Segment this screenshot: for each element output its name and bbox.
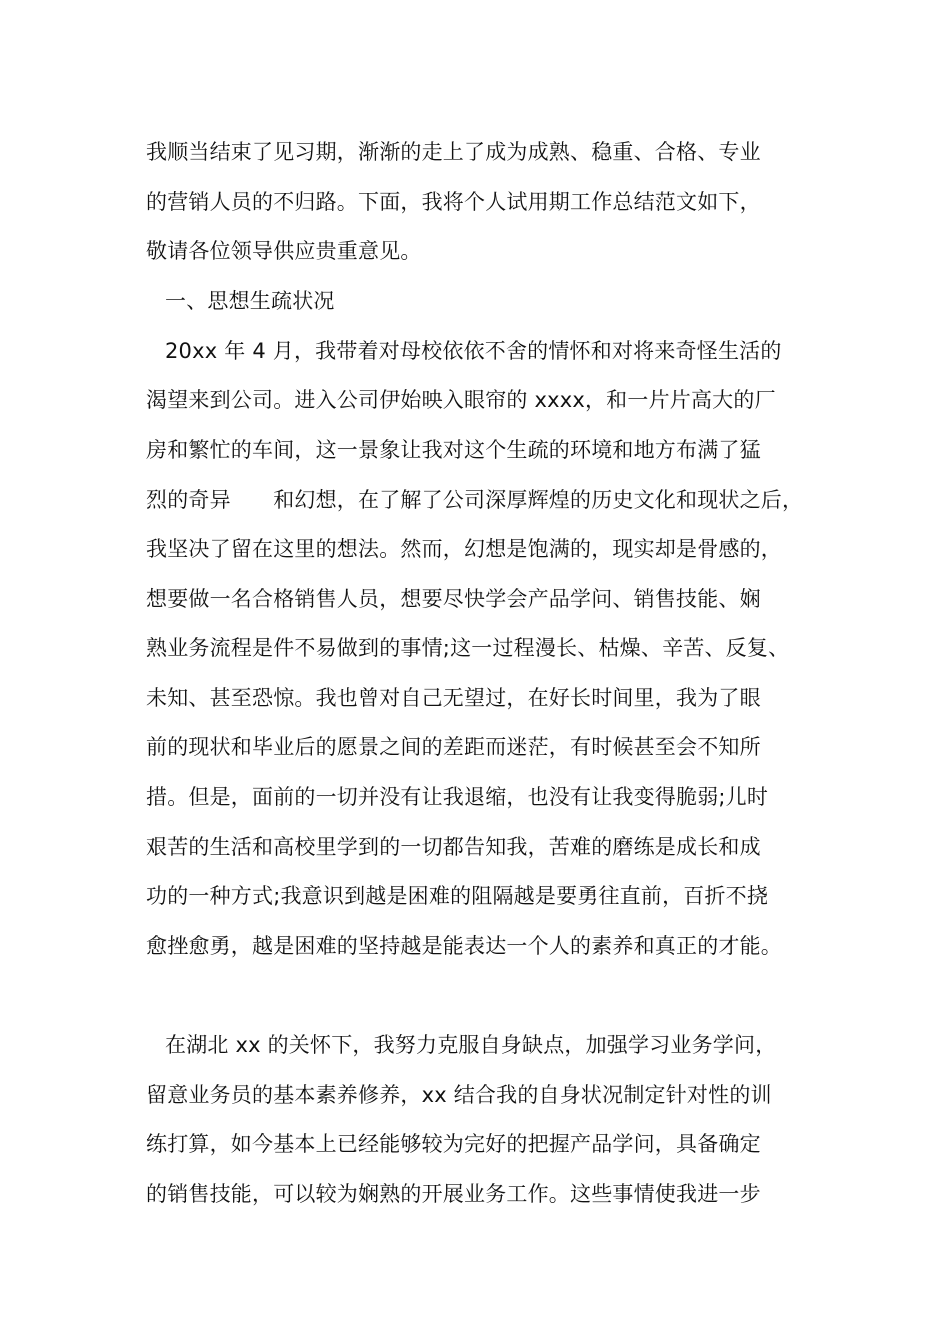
- paragraph-line: 房和繁忙的车间，这一景象让我对这个生疏的环境和地方布满了猛: [146, 438, 761, 462]
- paragraph-line: 在湖北 xx 的关怀下，我努力克服自身缺点，加强学习业务学问，: [165, 1033, 777, 1057]
- paragraph-line: 敬请各位领导供应贵重意见。: [146, 239, 422, 263]
- paragraph-line: 的营销人员的不归路。下面，我将个人试用期工作总结范文如下，: [146, 190, 761, 214]
- paragraph-line: 渴望来到公司。进入公司伊始映入眼帘的 xxxx，和一片片高大的厂: [146, 388, 776, 412]
- section-heading: 一、思想生疏状况: [165, 289, 335, 313]
- paragraph-line: 我坚决了留在这里的想法。然而，幻想是饱满的，现实却是骨感的，: [146, 537, 782, 561]
- paragraph-line: 艰苦的生活和高校里学到的一切都告知我，苦难的磨练是成长和成: [146, 835, 761, 859]
- paragraph-line: 想要做一名合格销售人员，想要尽快学会产品学问、销售技能、娴: [146, 587, 761, 611]
- paragraph-line: 措。但是，面前的一切并没有让我退缩，也没有让我变得脆弱;儿时: [146, 785, 769, 809]
- paragraph-line: 功的一种方式;我意识到越是困难的阻隔越是要勇往直前，百折不挠: [146, 884, 769, 908]
- paragraph-line: 20xx 年 4 月，我带着对母校依依不舍的情怀和对将来奇怪生活的: [165, 339, 782, 363]
- paragraph-line: 未知、甚至恐惊。我也曾对自己无望过，在好长时间里，我为了眼: [146, 686, 761, 710]
- paragraph-line: 练打算，如今基本上已经能够较为完好的把握产品学问，具备确定: [146, 1132, 761, 1156]
- paragraph-line: 我顺当结束了见习期，渐渐的走上了成为成熟、稳重、合格、专业: [146, 140, 761, 164]
- paragraph-line: 的销售技能，可以较为娴熟的开展业务工作。这些事情使我进一步: [146, 1182, 761, 1206]
- paragraph-line: 烈的奇异 和幻想，在了解了公司深厚辉煌的历史文化和现状之后，: [146, 488, 804, 512]
- paragraph-line: 前的现状和毕业后的愿景之间的差距而迷茫，有时候甚至会不知所: [146, 735, 761, 759]
- paragraph-line: 熟业务流程是件不易做到的事情;这一过程漫长、枯燥、辛苦、反复、: [146, 636, 790, 660]
- paragraph-line: 留意业务员的基本素养修养，xx 结合我的自身状况制定针对性的训: [146, 1083, 772, 1107]
- paragraph-line: 愈挫愈勇，越是困难的坚持越是能表达一个人的素养和真正的才能。: [146, 934, 782, 958]
